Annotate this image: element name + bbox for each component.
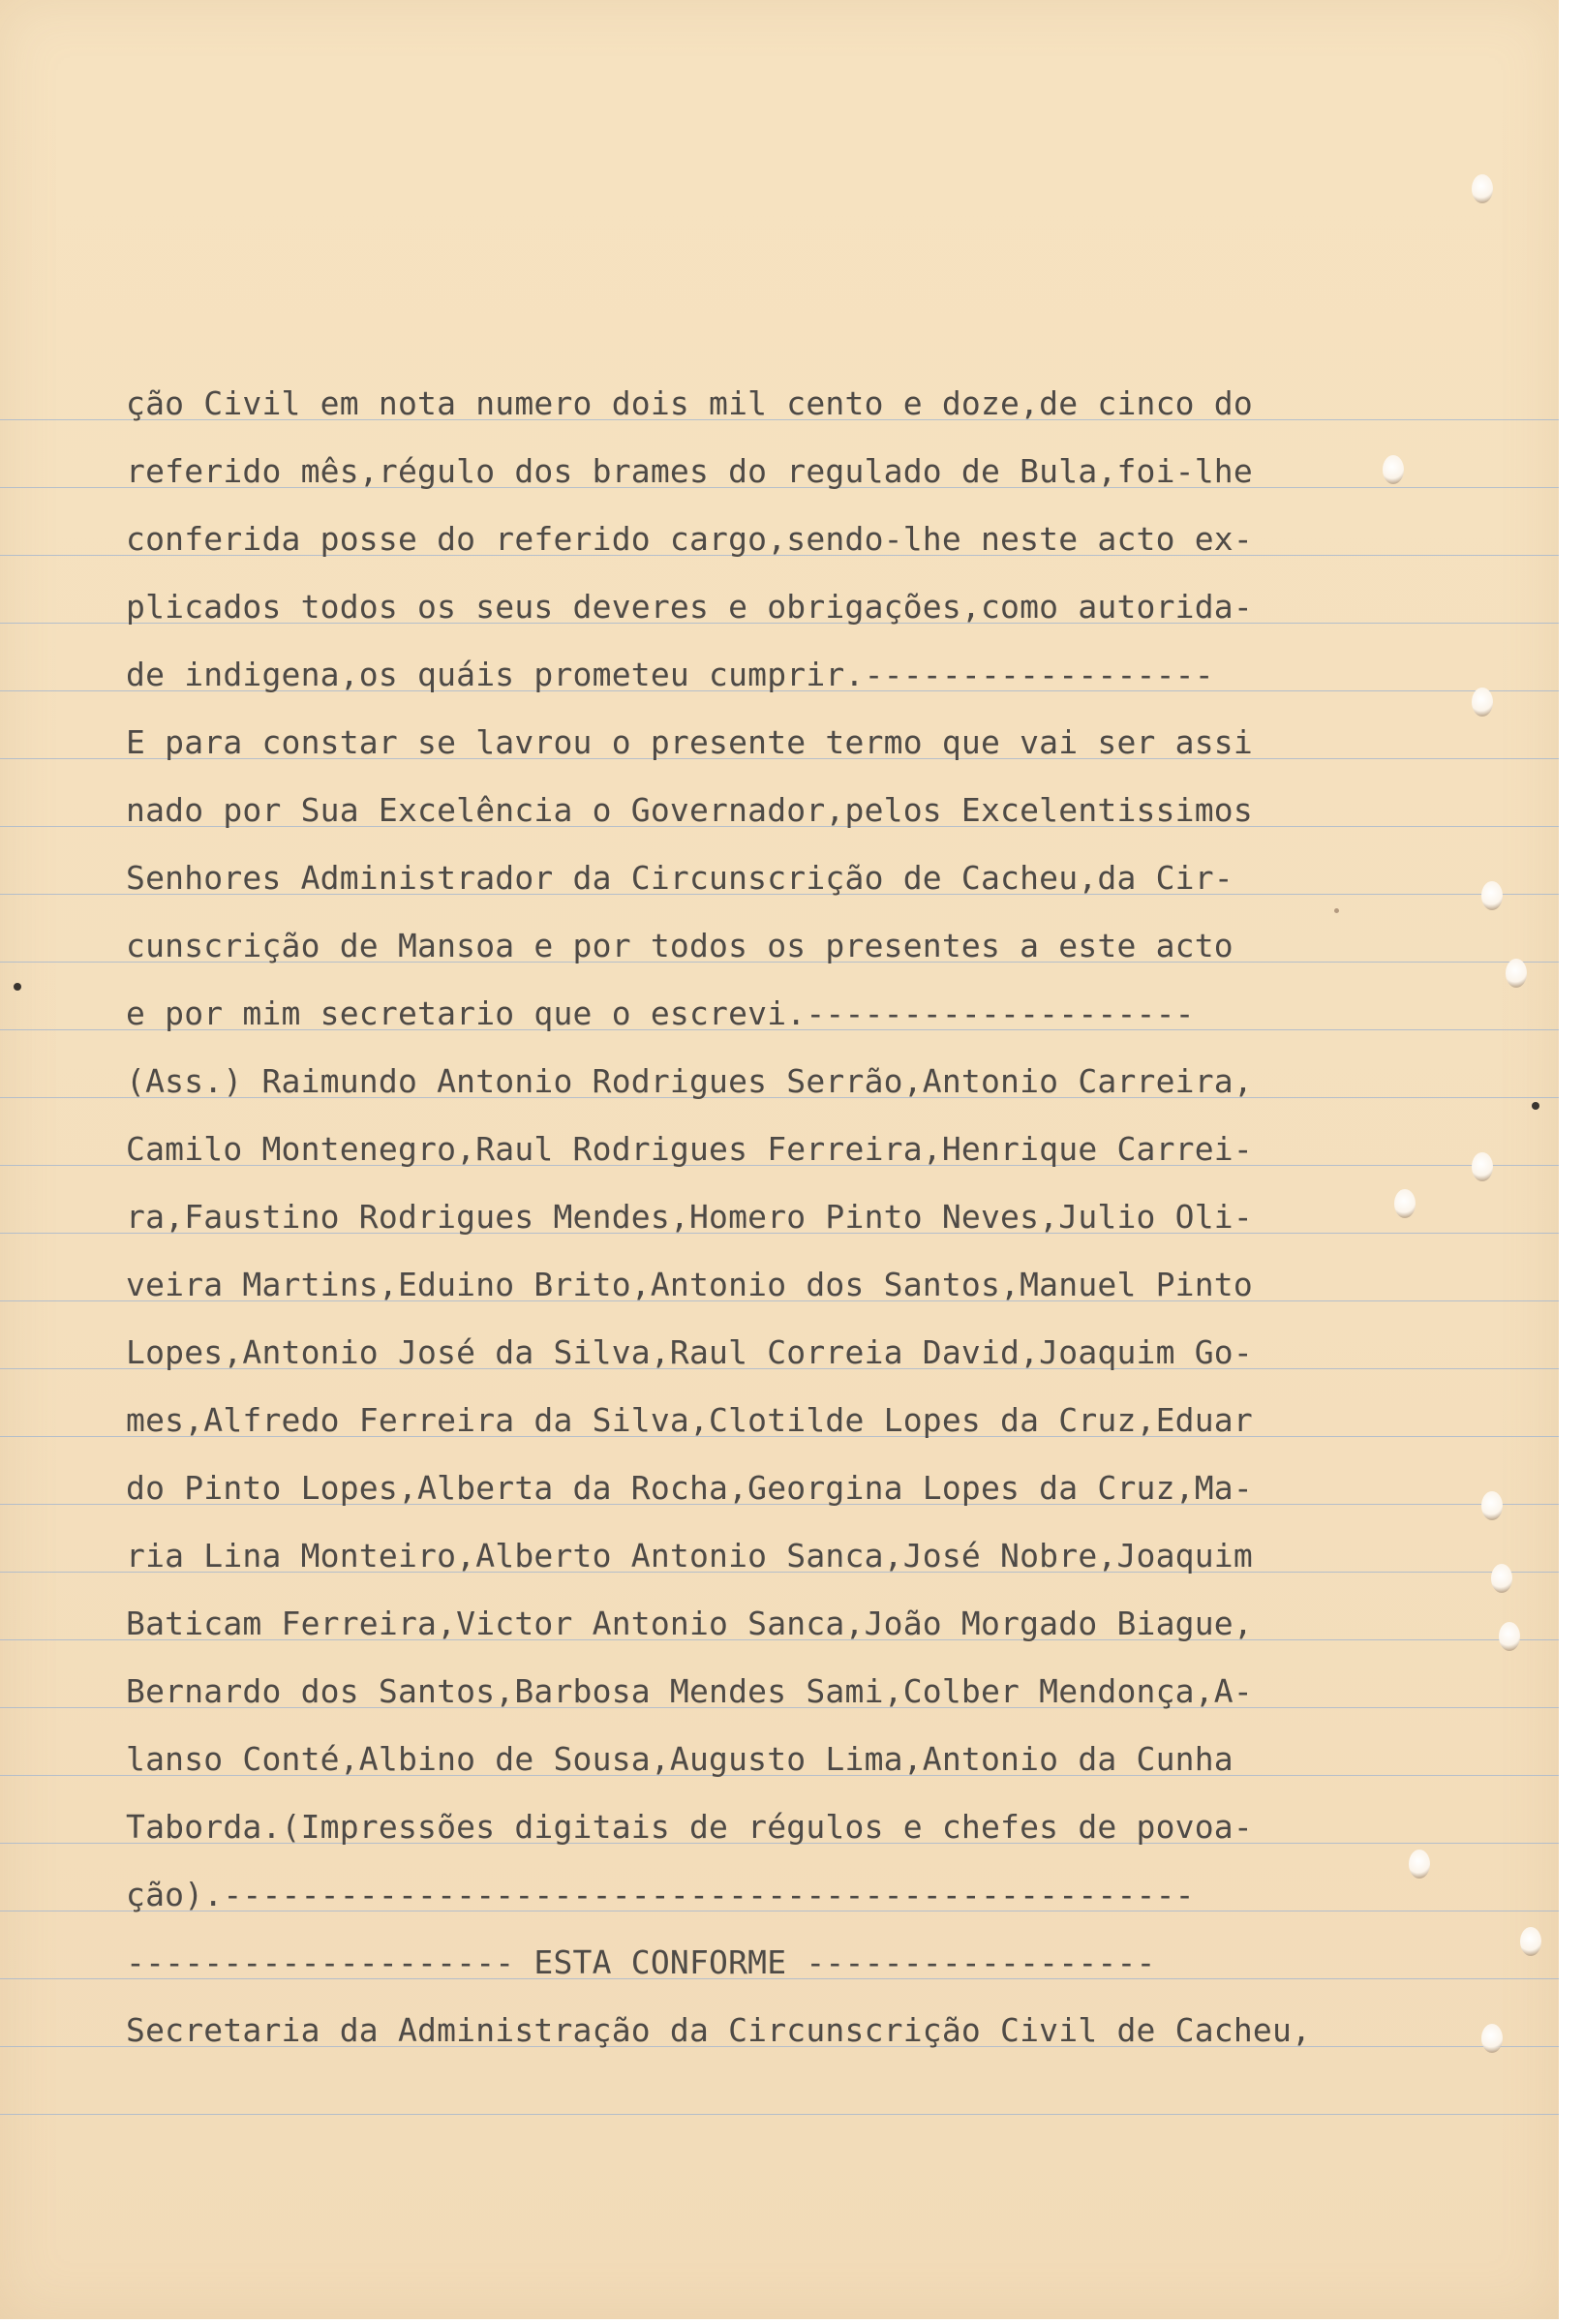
punch-hole-mark [1472,1152,1493,1181]
punch-hole-mark [1472,688,1493,717]
text-line: nado por Sua Excelência o Governador,pelos Excelentissimos [126,791,1253,829]
text-line: -------------------- ESTA CONFORME ------------------ [126,1943,1156,1981]
text-line: e por mim secretario que o escrevi.-------------------- [126,994,1195,1032]
text-line: conferida posse do referido cargo,sendo-lhe neste acto ex- [126,520,1253,558]
text-line: cunscrição de Mansoa e por todos os presentes a este acto [126,927,1234,964]
text-line: ção).-------------------------------------------------- [126,1876,1195,1913]
punch-hole-mark [1491,1564,1512,1593]
ink-speck [1532,1102,1539,1110]
text-line: de indigena,os quáis prometeu cumprir.------------------ [126,656,1214,693]
text-line: E para constar se lavrou o presente termo que vai ser assi [126,723,1253,761]
punch-hole-mark [1506,959,1527,988]
text-line: Senhores Administrador da Circunscrição de Cacheu,da Cir- [126,859,1234,897]
text-line: do Pinto Lopes,Alberta da Rocha,Georgina Lopes da Cruz,Ma- [126,1469,1253,1507]
punch-hole-mark [1481,2024,1503,2053]
text-line: Taborda.(Impressões digitais de régulos e chefes de povoa- [126,1808,1253,1846]
ink-speck [1334,908,1339,913]
text-line: mes,Alfredo Ferreira da Silva,Clotilde Lopes da Cruz,Eduar [126,1401,1253,1439]
punch-hole-mark [1481,1491,1503,1520]
text-line: Bernardo dos Santos,Barbosa Mendes Sami,Colber Mendonça,A- [126,1672,1253,1710]
punch-hole-mark [1472,174,1493,203]
text-line: ria Lina Monteiro,Alberto Antonio Sanca,José Nobre,Joaquim [126,1537,1253,1575]
punch-hole-mark [1520,1927,1541,1956]
text-line: referido mês,régulo dos brames do regulado de Bula,foi-lhe [126,452,1253,490]
punch-hole-mark [1383,455,1404,484]
text-line: lanso Conté,Albino de Sousa,Augusto Lima,Antonio da Cunha [126,1740,1234,1778]
text-line: ra,Faustino Rodrigues Mendes,Homero Pinto Neves,Julio Oli- [126,1198,1253,1236]
text-line: (Ass.) Raimundo Antonio Rodrigues Serrão,Antonio Carreira, [126,1062,1253,1100]
text-line: plicados todos os seus deveres e obrigações,como autorida- [126,588,1253,626]
text-line: ção Civil em nota numero dois mil cento e doze,de cinco do [126,384,1253,422]
text-line: veira Martins,Eduino Brito,Antonio dos Santos,Manuel Pinto [126,1266,1253,1303]
text-line: Secretaria da Administração da Circunscrição Civil de Cacheu, [126,2011,1312,2049]
punch-hole-mark [1394,1189,1416,1218]
ink-speck [14,983,21,991]
punch-hole-mark [1481,881,1503,910]
ruled-line [0,2114,1559,2115]
punch-hole-mark [1409,1850,1430,1879]
text-line: Camilo Montenegro,Raul Rodrigues Ferreira,Henrique Carrei- [126,1130,1253,1168]
punch-hole-mark [1499,1622,1520,1651]
text-line: Baticam Ferreira,Victor Antonio Sanca,João Morgado Biague, [126,1605,1253,1642]
text-line: Lopes,Antonio José da Silva,Raul Correia David,Joaquim Go- [126,1333,1253,1371]
